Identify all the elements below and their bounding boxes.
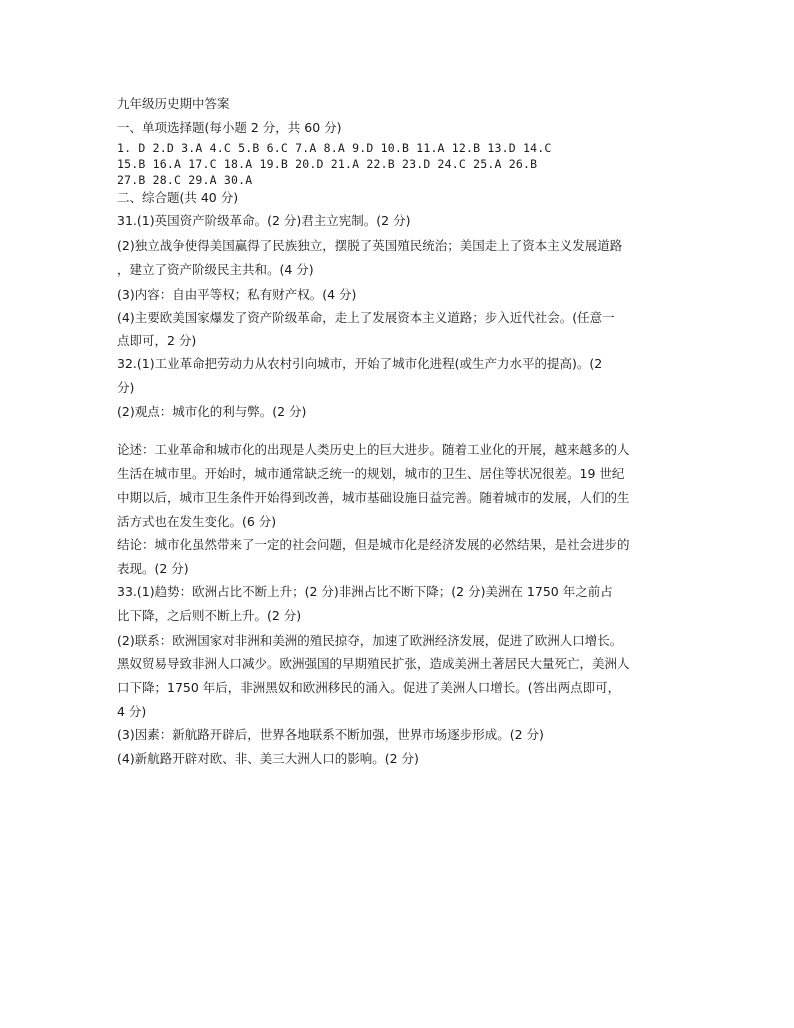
answer-text-line: ，建立了资产阶级民主共和。(4 分) xyxy=(117,262,314,277)
answer-text-line: 活方式也在发生变化。(6 分) xyxy=(117,514,277,529)
section1-heading: 一、单项选择题(每小题 2 分，共 60 分) xyxy=(117,120,342,135)
answer-text-line: (3)因素：新航路开辟后，世界各地联系不断加强，世界市场逐步形成。(2 分) xyxy=(117,727,544,742)
answer-text-line: 结论：城市化虽然带来了一定的社会问题，但是城市化是经济发展的必然结果，是社会进步的 xyxy=(117,537,630,552)
answer-key-line: 27.B 28.C 29.A 30.A xyxy=(117,173,253,187)
answer-key-line: 1. D 2.D 3.A 4.C 5.B 6.C 7.A 8.A 9.D 10.B 11.A 12.B 13.D 14.C xyxy=(117,141,552,155)
answer-key-line: 15.B 16.A 17.C 18.A 19.B 20.D 21.A 22.B 23.D 24.C 25.A 26.B xyxy=(117,157,538,171)
section2-heading: 二、综合题(共 40 分) xyxy=(117,190,239,205)
answer-text-line: 33.(1)趋势：欧洲占比不断上升；(2 分)非洲占比不断下降；(2 分)美洲在 1750 年之前占 xyxy=(117,584,613,599)
answer-text-line: (2)联系：欧洲国家对非洲和美洲的殖民掠夺，加速了欧洲经济发展，促进了欧洲人口增长。 xyxy=(117,633,623,648)
answer-text-line: (3)内容：自由平等权；私有财产权。(4 分) xyxy=(117,287,357,302)
answer-text-line: 论述：工业革命和城市化的出现是人类历史上的巨大进步。随着工业化的开展，越来越多的人 xyxy=(117,442,630,457)
document-title: 九年级历史期中答案 xyxy=(117,96,230,111)
answer-text-line: 生活在城市里。开始时，城市通常缺乏统一的规划，城市的卫生、居住等状况很差。19 世纪 xyxy=(117,466,625,481)
answer-text-line: 比下降，之后则不断上升。(2 分) xyxy=(117,608,302,623)
answer-text-line: (4)新航路开辟对欧、非、美三大洲人口的影响。(2 分) xyxy=(117,751,419,766)
answer-text-line: (2)观点：城市化的利与弊。(2 分) xyxy=(117,404,307,419)
answer-text-line: 点即可，2 分) xyxy=(117,333,197,348)
answer-text-line: 32.(1)工业革命把劳动力从农村引向城市，开始了城市化进程(或生产力水平的提高)。(2 xyxy=(117,356,603,371)
answer-text-line: 口下降；1750 年后，非洲黑奴和欧洲移民的涌入。促进了美洲人口增长。(答出两点即可， xyxy=(117,680,621,695)
answer-text-line: 中期以后，城市卫生条件开始得到改善，城市基础设施日益完善。随着城市的发展，人们的生 xyxy=(117,490,630,505)
answer-text-line: (4)主要欧美国家爆发了资产阶级革命，走上了发展资本主义道路；步入近代社会。(任意一 xyxy=(117,310,615,325)
answer-text-line: (2)独立战争使得美国赢得了民族独立，摆脱了英国殖民统治；美国走上了资本主义发展道路 xyxy=(117,238,623,253)
answer-text-line: 4 分) xyxy=(117,704,147,719)
answer-text-line: 31.(1)英国资产阶级革命。(2 分)君主立宪制。(2 分) xyxy=(117,213,411,228)
answer-text-line: 表现。(2 分) xyxy=(117,561,189,576)
answer-text-line: 分) xyxy=(117,380,135,395)
answer-text-line: 黑奴贸易导致非洲人口减少。欧洲强国的早期殖民扩张，造成美洲土著居民大量死亡，美洲人 xyxy=(117,656,630,671)
